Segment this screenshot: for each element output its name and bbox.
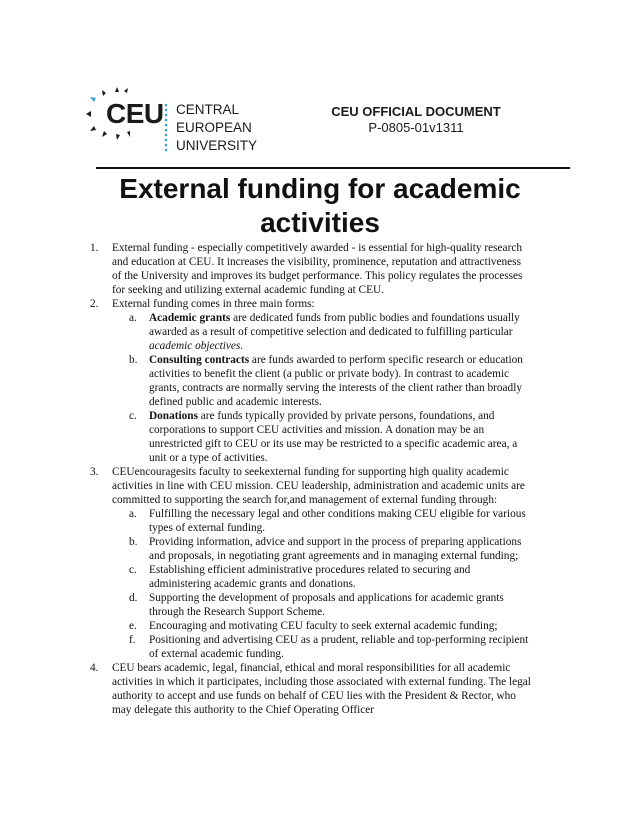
- document-number: P-0805-01v1311: [368, 120, 464, 135]
- subitem-text: Encouraging and motivating CEU faculty to seek external academic funding;: [149, 620, 498, 632]
- policy-subitem-2c: [90, 409, 532, 465]
- item-number: 3.: [90, 466, 99, 478]
- subitem-letter: a.: [129, 508, 137, 520]
- item-number: 4.: [90, 662, 99, 674]
- official-document-header: [326, 104, 506, 136]
- official-document-title: CEU OFFICIAL DOCUMENT: [331, 104, 501, 119]
- item-number: 1.: [90, 242, 99, 254]
- subitem-letter: b.: [129, 536, 138, 548]
- subitem-text: Supporting the development of proposals and applications for academic grants through the Research Support Scheme.: [149, 592, 504, 618]
- logo-wordmark: CEU: [106, 98, 164, 129]
- subitem-text: Fulfilling the necessary legal and other conditions making CEU eligible for various types of external funding.: [149, 508, 526, 534]
- subitem-text: are funds awarded to perform specific research or education activities to benefit the client (a public or private body). In contrast to academic grants, contracts are normally serving the interests of the client rather than broadly defined public and academic interests.: [149, 354, 523, 408]
- policy-subitem-3c: [90, 563, 532, 591]
- item-text: External funding - especially competitively awarded - is essential for high-quality research and education at CEU. It increases the visibility, prominence, reputation and attractiveness of the University and improves its budget performance. This policy regulates the processes for seeking and utilizing external academic funding at CEU.: [112, 242, 523, 296]
- policy-subitem-3a: [90, 507, 532, 535]
- policy-item-1: [90, 241, 532, 297]
- subitem-letter: c.: [129, 564, 137, 576]
- subitem-text: Positioning and advertising CEU as a prudent, reliable and top-performing recipient of external academic funding.: [149, 634, 529, 660]
- policy-subitem-3b: [90, 535, 532, 563]
- policy-body: [90, 241, 532, 717]
- subitem-letter: a.: [129, 312, 137, 324]
- policy-item-3: [90, 465, 532, 507]
- subitem-letter: e.: [129, 620, 137, 632]
- logo-dot-column-icon: [164, 103, 168, 155]
- funding-form-term: Academic grants: [149, 312, 231, 324]
- funding-form-term: Donations: [149, 410, 198, 422]
- policy-subitem-3d: [90, 591, 532, 619]
- policy-subitem-3f: [90, 633, 532, 661]
- funding-form-term: Consulting contracts: [149, 354, 250, 366]
- page-title-line: activities: [260, 207, 380, 238]
- ceu-logo: [86, 86, 286, 160]
- subitem-text: are dedicated funds from public bodies and foundations usually awarded as a result of competitive selection and dedicated to fulfilling particular: [149, 312, 520, 338]
- policy-item-4: [90, 661, 532, 717]
- logo-name-line: CENTRAL: [176, 102, 240, 117]
- item-text: External funding comes in three main forms:: [112, 298, 315, 310]
- header-divider: [96, 167, 570, 169]
- subitem-text: Providing information, advice and support in the process of preparing applications and proposals, in negotiating grant agreements and in managing external funding;: [149, 536, 522, 562]
- policy-subitem-2b: [90, 353, 532, 409]
- item-text: CEU bears academic, legal, financial, ethical and moral responsibilities for all academic activities in which it participates, including those associated with external funding. The legal authority to accept and use funds on behalf of CEU lies with the President & Rector, who may delegate this authority to the Chief Operating Officer: [112, 662, 531, 716]
- logo-name-line: UNIVERSITY: [176, 138, 258, 153]
- subitem-text: are funds typically provided by private persons, foundations, and corporations to support CEU activities and mission. A donation may be an unrestricted gift to CEU or its use may be restricted to a specific academic area, a unit or a type of activities.: [149, 410, 518, 464]
- policy-subitem-3e: [90, 619, 532, 633]
- subitem-text: Establishing efficient administrative procedures related to securing and administering academic grants and donations.: [149, 564, 471, 590]
- page-title: [60, 172, 580, 240]
- policy-item-2: [90, 297, 532, 311]
- subitem-letter: c.: [129, 410, 137, 422]
- subitem-letter: d.: [129, 592, 138, 604]
- page-title-line: External funding for academic: [119, 173, 521, 204]
- item-number: 2.: [90, 298, 99, 310]
- subitem-text-tail: .: [240, 340, 244, 352]
- logo-name-line: EUROPEAN: [176, 120, 252, 135]
- item-text: CEUencouragesits faculty to seekexternal funding for supporting high quality academic activities in line with CEU mission. CEU leadership, administration and academic units are committed to supporting the search for,and management of external funding through:: [112, 466, 525, 506]
- subitem-letter: b.: [129, 354, 138, 366]
- subitem-letter: f.: [129, 634, 136, 646]
- emphasized-text: academic objectives: [149, 340, 241, 352]
- logo-university-name: [176, 101, 257, 155]
- policy-subitem-2a: [90, 311, 532, 353]
